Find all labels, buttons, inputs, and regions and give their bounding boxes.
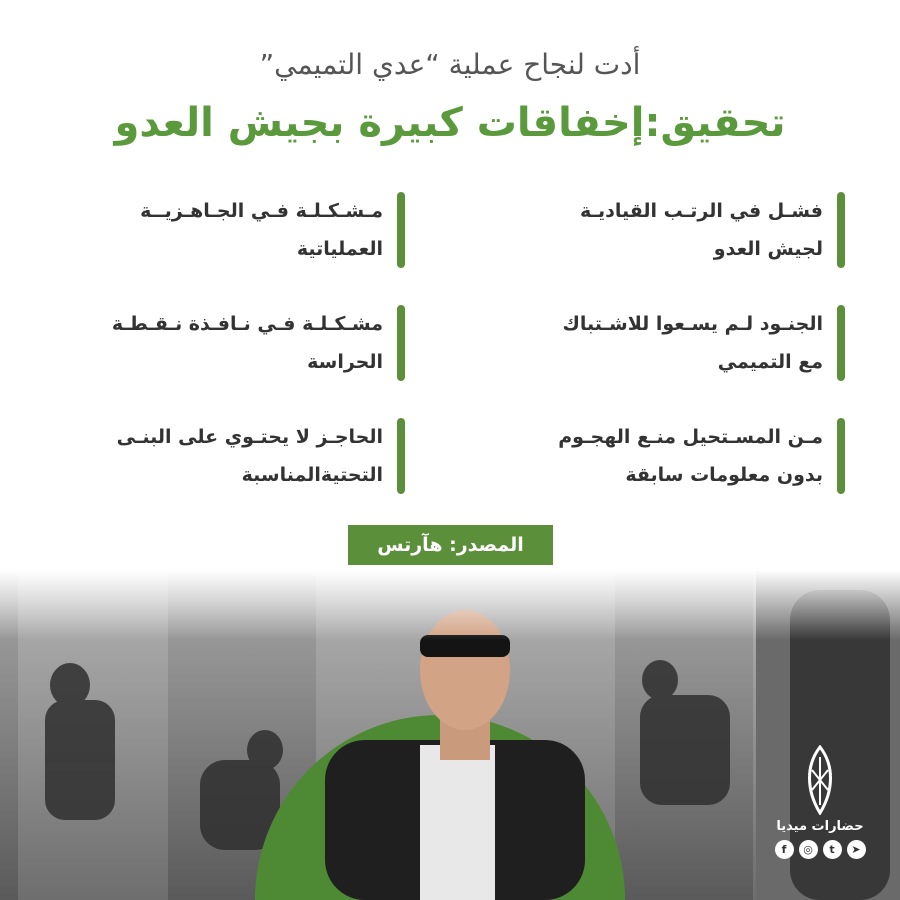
point-line: الجنـود لـم يسـعوا للاشـتباك: [562, 313, 823, 335]
accent-bar: [397, 305, 405, 381]
brand-logo-icon: [800, 745, 840, 815]
top-fade: [0, 570, 900, 640]
point-line: الحراسة: [307, 351, 383, 373]
social-links: [760, 840, 880, 859]
point-item: [475, 192, 845, 268]
point-text: [558, 418, 823, 494]
point-line: مشـكـلـة فـي نـافـذة نـقـطـة: [111, 313, 383, 335]
point-text: [112, 305, 383, 381]
point-line: فشـل في الرتـب القياديـة: [579, 200, 823, 222]
source-badge: المصدر: هآرتس: [348, 525, 553, 565]
point-text: [140, 192, 383, 268]
point-line: مع التميمي: [717, 351, 823, 373]
page-title: تحقيق:إخفاقات كبيرة بجيش العدو: [114, 100, 786, 146]
twitter-icon[interactable]: t: [823, 840, 842, 859]
brand-block: [760, 745, 880, 859]
point-line: بدون معلومات سابقة: [625, 464, 823, 486]
point-text: [562, 305, 823, 381]
brand-name: حضارات ميديا: [776, 819, 864, 834]
telegram-icon[interactable]: ➤: [847, 840, 866, 859]
point-item: [35, 305, 405, 381]
point-line: لجيش العدو: [713, 238, 823, 260]
point-item: [35, 418, 405, 494]
point-text: [117, 418, 383, 494]
accent-bar: [837, 418, 845, 494]
facebook-icon[interactable]: f: [775, 840, 794, 859]
point-item: [475, 305, 845, 381]
accent-bar: [837, 192, 845, 268]
point-text: [580, 192, 823, 268]
instagram-icon[interactable]: ◎: [799, 840, 818, 859]
point-line: التحتيةالمناسبة: [241, 464, 383, 486]
subtitle: أدت لنجاح عملية “عدي التميمي”: [259, 48, 641, 81]
point-line: مـشـكـلـة فـي الجـاهـزيــة: [140, 200, 383, 222]
point-line: مـن المسـتحيل منـع الهجـوم: [558, 426, 823, 448]
point-line: الحاجـز لا يحتـوي على البنـى: [116, 426, 383, 448]
point-line: العملياتية: [296, 238, 383, 260]
accent-bar: [397, 418, 405, 494]
point-item: [35, 192, 405, 268]
point-item: [475, 418, 845, 494]
accent-bar: [397, 192, 405, 268]
accent-bar: [837, 305, 845, 381]
